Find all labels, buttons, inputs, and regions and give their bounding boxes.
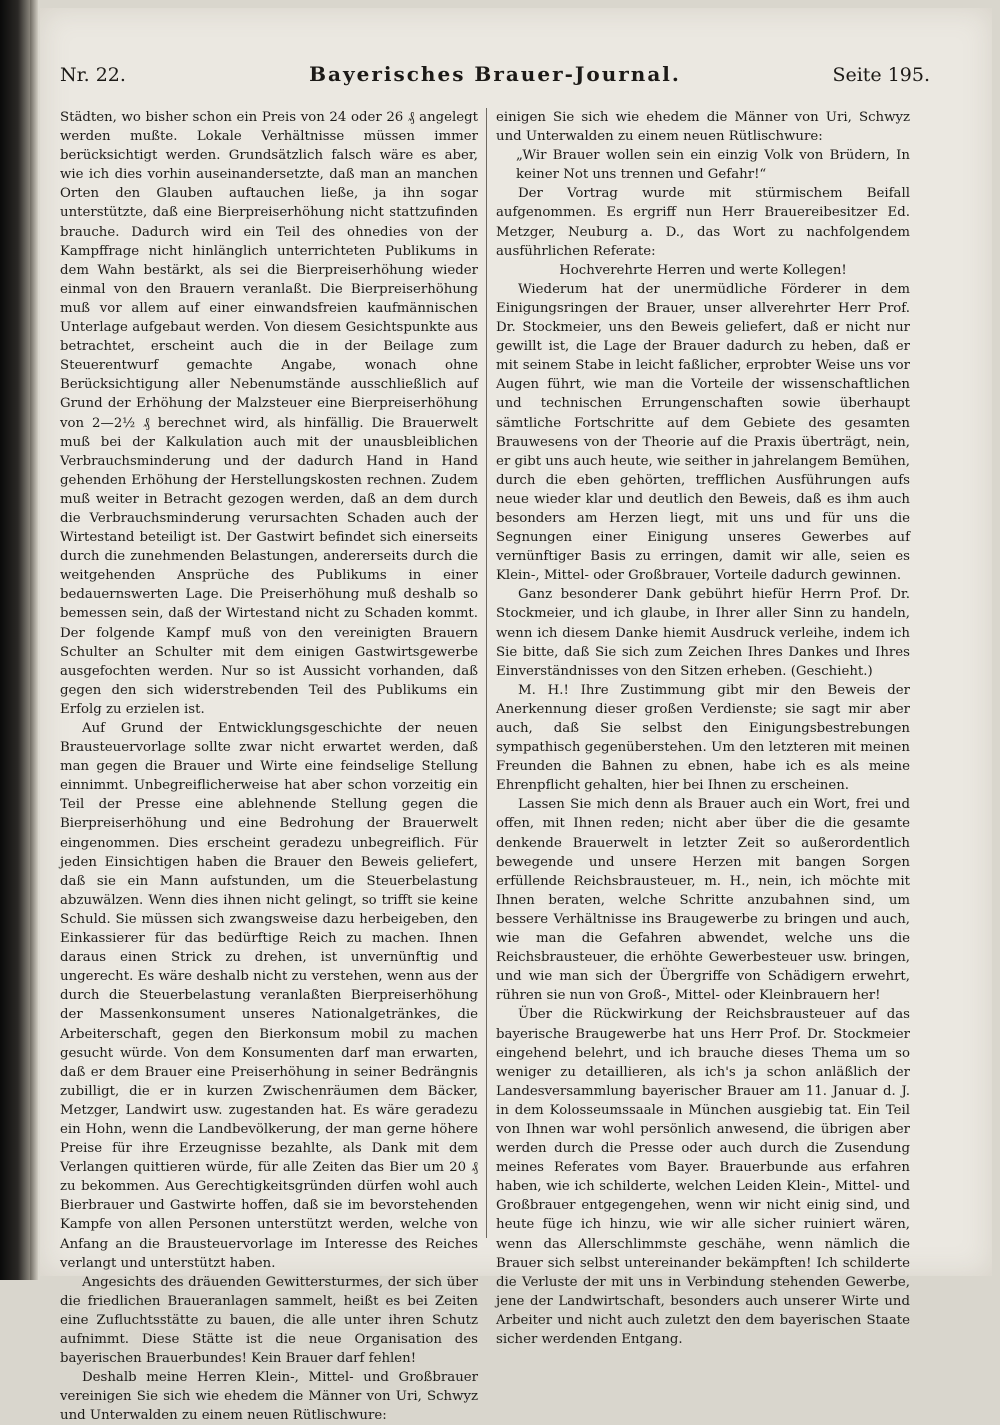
right-paragraph-5: Der Vortrag wurde mit stürmischem Beifall aufgenommen. Es ergriff nun Herr Brauereibesitzer Ed. Metzger, Neuburg a. D., das Wort zu nachfolgendem ausführlichen Referate: xyxy=(496,186,910,259)
column-divider xyxy=(486,108,487,1238)
right-paragraph-7: Ganz besonderer Dank gebührt hiefür Herrn Prof. Dr. Stockmeier, und ich glaube, in Ihrer aller Sinn zu handeln, wenn ich diesem Danke hiemit Ausdruck verleihe, indem ich Sie bitte, daß Sie sich zum Zeichen Ihres Dankes und Ihres Einverständnisses von den Sitzen erheben. (Geschieht.) xyxy=(496,587,910,679)
oath-quote: „Wir Brauer wollen sein ein einzig Volk von Brüdern, In keiner Not uns trennen und Gefahr!“ xyxy=(516,148,910,183)
right-paragraph-10: Über die Rückwirkung der Reichsbrausteuer auf das bayerische Braugewerbe hat uns Herr Prof. Dr. Stockmeier eingehend belehrt, und ich brauche dieses Thema um so weniger zu detaillieren, als ich's ja schon anläßlich der Landesversammlung bayerischer Brauer am 11. Januar d. J. in dem Kolosseumssaale in München ausgiebig tat. Ein Teil von Ihnen war wohl persönlich anwesend, die übrigen aber werden durch die Presse oder auch durch die Zusendung meines Referates vom Bayer. Brauerbunde aus erfahren haben, wie ich schilderte, welchen Leiden Klein-, Mittel- und Großbrauer entgegengehen, wenn wir nicht einig sind, und heute füge ich hinzu, wie wir alle sicher ruiniert wären, wenn das Allerschlimmste geschähe, wenn nämlich die Brauer sich selbst untereinander bekämpften! Ich schilderte die Verluste der mit uns in Verbindung stehenden Gewerbe, jene der Landwirtschaft, besonders auch unserer Wirte und Arbeiter und nicht auch zuletzt den dem bayerischen Staate sicher werdenden Entgang. xyxy=(496,1007,910,1347)
right-paragraph-continued: einigen Sie sich wie ehedem die Männer von Uri, Schwyz und Unterwalden zu einem neuen Rütlischwure: xyxy=(496,110,910,145)
left-paragraph-3: Angesichts des dräuenden Gewittersturmes, der sich über die friedlichen Braueranlagen sammelt, heißt es bei Zeiten eine Zufluchtsstätte zu bauen, die alle unter ihren Schutz aufnimmt. Diese Stätte ist die neue Organisation des bayerischen Brauerbundes! Kein Brauer darf fehlen! xyxy=(60,1274,478,1367)
right-paragraph-8: M. H.! Ihre Zustimmung gibt mir den Beweis der Anerkennung dieser großen Verdienste; sie sagt mir aber auch, daß Sie selbst den Einigungsbestrebungen sympathisch gegenüberstehen. Um den letzteren mit meinen Freunden die Bahnen zu ebnen, habe ich es als meine Ehrenpflicht gehalten, hier bei Ihnen zu erscheinen. xyxy=(496,682,910,794)
left-column xyxy=(60,108,478,1424)
book-binding xyxy=(0,0,30,1280)
right-paragraph-9: Lassen Sie mich denn als Brauer auch ein Wort, frei und offen, mit Ihnen reden; nicht aber über die die gesamte denkende Brauerwelt in letzter Zeit so außerordentlich bewegende und unsere Herzen mit bangen Sorgen erfüllende Reichsbrausteuer, m. H., nein, ich möchte mit Ihnen beraten, welche Schritte anzubahnen sind, um bessere Verhältnisse ins Braugewerbe zu bringen und auch, wie man die Gefahren abwendet, welche uns die Reichsbrausteuer, die erhöhte Gewerbesteuer usw. bringen, und wie man sich der Übergriffe von Schädigern erwehrt, rühren sie nun von Groß-, Mittel- oder Kleinbrauern her! xyxy=(496,797,910,1004)
salutation: Hochverehrte Herren und werte Kollegen! xyxy=(559,262,847,278)
page-number: Seite 195. xyxy=(832,64,930,86)
page-gutter xyxy=(30,0,38,1280)
left-paragraph-4: Deshalb meine Herren Klein-, Mittel- und Großbrauer vereinigen Sie sich wie ehedem die Männer von Uri, Schwyz und Unterwalden zu einem neuen Rütlischwure: xyxy=(60,1370,478,1424)
right-column xyxy=(496,108,910,1349)
right-paragraph-6: Wiederum hat der unermüdliche Förderer in dem Einigungsringen der Brauer, unser allverehrter Herr Prof. Dr. Stockmeier, uns den Beweis geliefert, daß er nicht nur gewillt ist, die Lage der Brauer dadurch zu heben, daß er mit seinem Stabe in leicht faßlicher, erprobter Weise uns vor Augen führt, wie man die Vorteile der wissenschaftlichen und technischen Errungenschaften sowie überhaupt sämtliche Fortschritte auf dem Gebiete des gesamten Brauwesens von der Theorie auf die Praxis überträgt, nein, er gibt uns auch heute, wie seither in jahrelangem Bemühen, durch die eben gehörten, trefflichen Ausführungen aufs neue wieder klar und deutlich den Beweis, daß es ihm auch besonders am Herzen liegt, mit uns und für uns die Segnungen einer Einigung unseres Gewerbes auf vernünftiger Basis zu erringen, damit wir alle, seien es Klein-, Mittel- oder Großbrauer, Vorteile dadurch gewinnen. xyxy=(496,281,910,584)
left-paragraph-2: Auf Grund der Entwicklungsgeschichte der neuen Brausteuervorlage sollte zwar nicht erwartet werden, daß man gegen die Brauer und Wirte eine feindselige Stellung einnimmt. Unbegreiflicherweise hat aber schon vorzeitig ein Teil der Presse eine ablehnende Stellung gegen die Bierpreiserhöhung und eine Bedrohung der Brauerwelt eingenommen. Dies erscheint geradezu unbegreiflich. Für jeden Einsichtigen haben die Brauer den Beweis geliefert, daß sie ein Mann aufstunden, um die Steuerbelastung abzuwälzen. Wenn dies ihnen nicht gelingt, so trifft sie keine Schuld. Sie müssen sich zwangsweise dazu herbeigeben, den Einkassierer für das bedürftige Reich zu machen. Ihnen daraus einen Strick zu drehen, ist unvernünftig und ungerecht. Es wäre deshalb nicht zu verstehen, wenn aus der durch die Steuerbelastung veranlaßten Bierpreiserhöhung der Massenkonsument unseres Nationalgetränkes, die Arbeiterschaft, gegen den Bierkonsum mobil zu machen gesucht würde. Von dem Konsumenten darf man erwarten, daß er dem Brauer eine Preiserhöhung in seiner Bedrängnis zubilligt, die er in kurzen Zwischenräumen dem Bäcker, Metzger, Landwirt usw. zugestanden hat. Es wäre geradezu ein Hohn, wenn die Landbevölkerung, der man gerne höhere Preise für ihre Erzeugnisse bezahlte, als Dank mit dem Verlangen quittieren würde, für alle Zeiten das Bier um 20 ₰ zu bekommen. Aus Gerechtigkeitsgründen dürfen wohl auch Bierbrauer und Gastwirte hoffen, daß sie im bevorstehenden Kampfe von allen Personen unterstützt werden, welche von Anfang an die Brausteuervorlage im Interesse des Reiches verlangt und unterstützt haben. xyxy=(60,721,478,1271)
left-paragraph-1: Städten, wo bisher schon ein Preis von 24 oder 26 ₰ angelegt werden mußte. Lokale Verhältnisse müssen immer berücksichtigt werden. Grundsätzlich falsch wäre es aber, wie ich dies vorhin auseinandersetzte, daß man an manchen Orten den Glauben auftauchen ließe, ja ihn sogar unterstützte, daß eine Bierpreiserhöhung nicht stattzufinden brauche. Dadurch wird ein Teil des ohnedies von der Kampffrage nicht hinlänglich unterrichteten Publikums in dem Wahn bestärkt, als sei die Bierpreiserhöhung wieder einmal von den Brauern veranlaßt. Die Bierpreiserhöhung muß vor allem auf einer einwandsfreien kaufmännischen Unterlage aufgebaut werden. Von diesem Gesichtspunkte aus betrachtet, erscheint auch die in der Beilage zum Steuerentwurf gemachte Angabe, wonach ohne Berücksichtigung aller Nebenumstände ausschließlich auf Grund der Erhöhung der Malzsteuer eine Bierpreiserhöhung von 2—2½ ₰ berechnet wird, als hinfällig. Die Brauerwelt muß bei der Kalkulation auch mit der unausbleiblichen Verbrauchsminderung und der dadurch Hand in Hand gehenden Erhöhung der Herstellungskosten rechnen. Zudem muß weiter in Betracht gezogen werden, daß an dem durch die Verbrauchsminderung verursachten Schaden auch der Wirtestand beteiligt ist. Der Gastwirt befindet sich einerseits durch die zunehmenden Belastungen, andererseits durch die weitgehenden Ansprüche des Publikums in einer bedauernswerten Lage. Die Preiserhöhung muß deshalb so bemessen sein, daß der Wirtestand nicht zu Schaden kommt. Der folgende Kampf muß von den vereinigten Brauern Schulter an Schulter mit dem einigen Gastwirtsgewerbe ausgefochten werden. Nur so ist Aussicht vorhanden, daß gegen den sich widerstrebenden Teil des Publikums ein Erfolg zu erzielen ist. xyxy=(60,110,478,717)
journal-page xyxy=(40,8,992,1424)
issue-number: Nr. 22. xyxy=(60,64,126,86)
journal-title: Bayerisches Brauer-Journal. xyxy=(309,62,681,86)
page-header xyxy=(60,60,930,94)
